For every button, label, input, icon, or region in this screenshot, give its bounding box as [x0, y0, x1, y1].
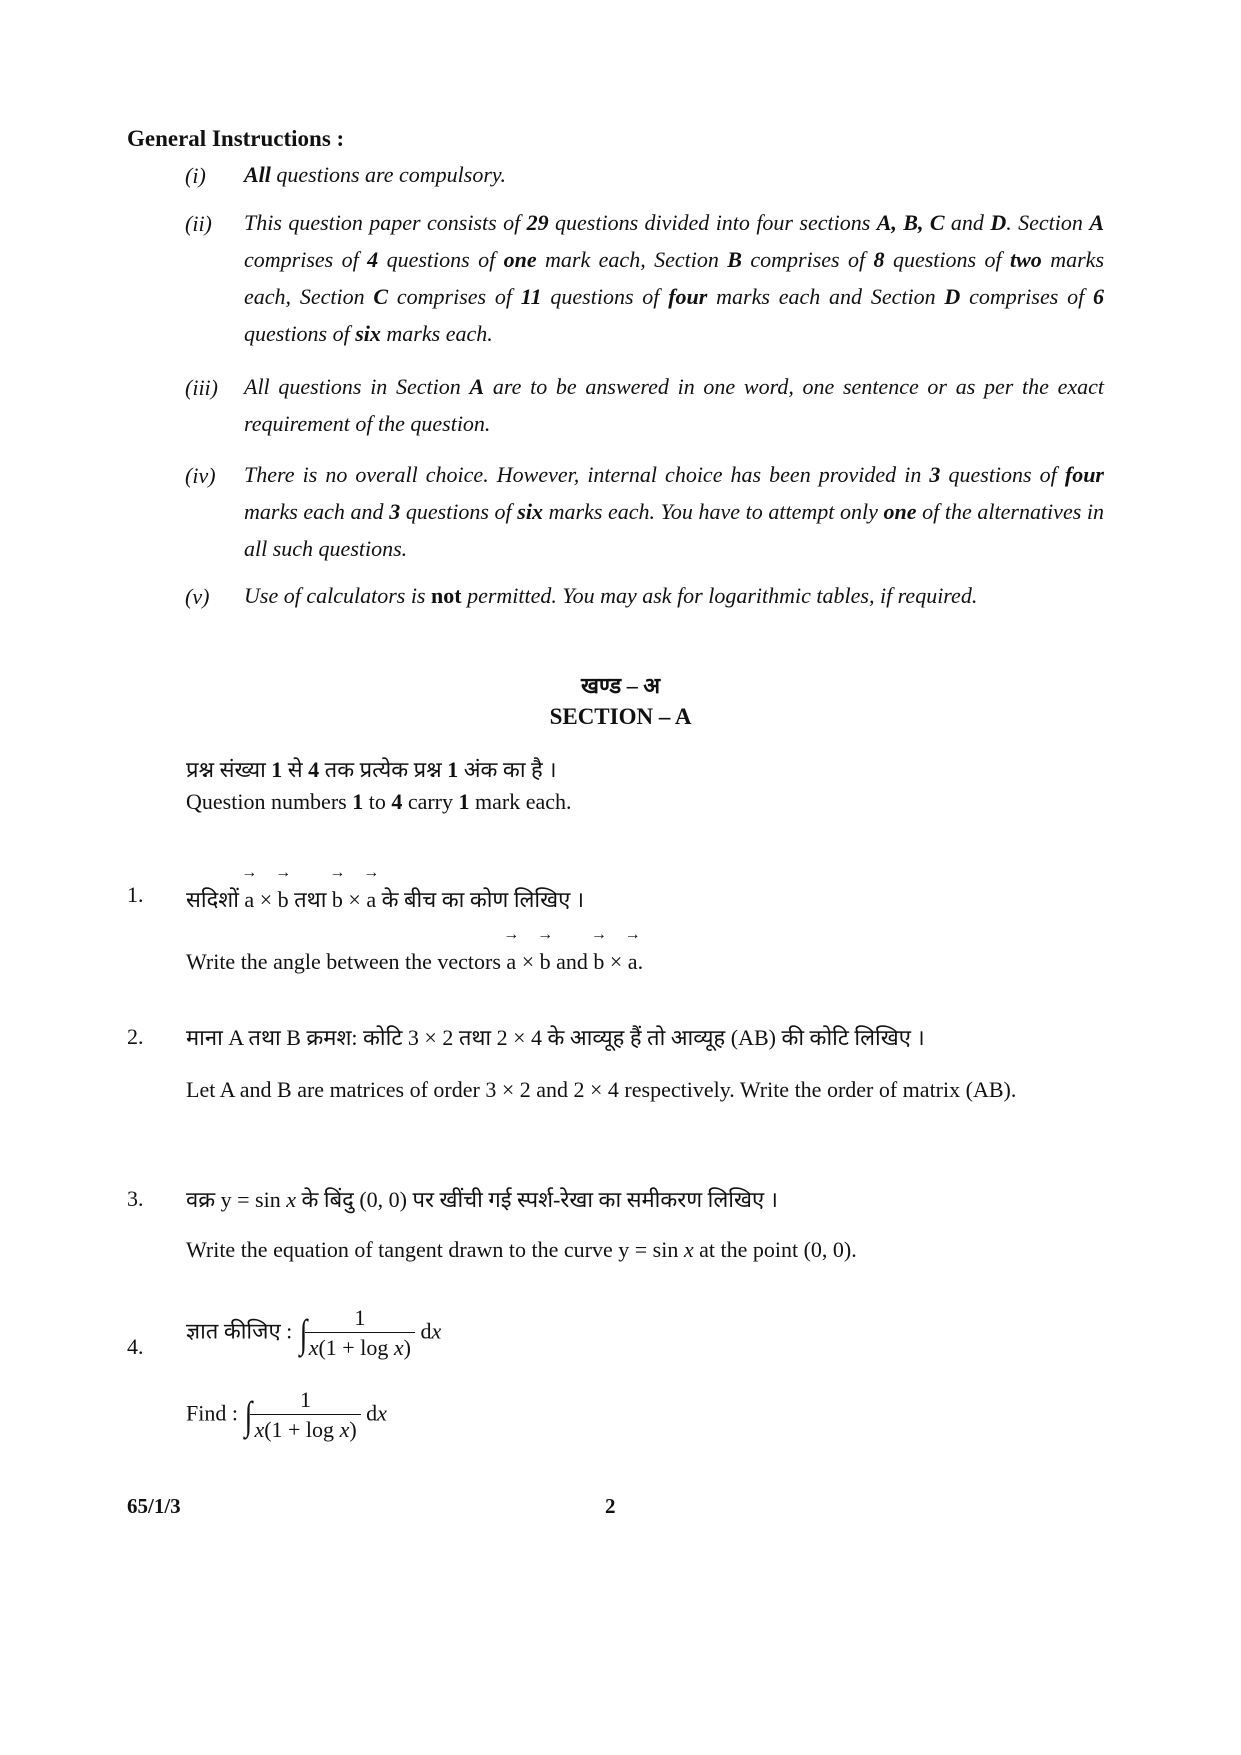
- instruction-text: There is no overall choice. However, internal choice has been provided in 3 questions of four marks each and 3 questions of six marks each. You have to attempt only one of the alternatives in all such questions.: [244, 462, 1105, 561]
- vector-b: → b: [593, 940, 604, 980]
- question-text-english: Let A and B are matrices of order 3 × 2 and 2 × 4 respectively. Write the order of matrix (AB).: [186, 1077, 1017, 1102]
- instruction-text: All questions are compulsory.: [244, 162, 506, 187]
- instruction-number: (v): [185, 584, 210, 609]
- question-text-hindi: ज्ञात कीजिए : ∫ $\frac{1}{\text{x(1 + log x)}}$ dx: [186, 1305, 442, 1360]
- question-number: 2.: [127, 1024, 144, 1049]
- section-note-hindi: प्रश्न संख्या 1 से 4 तक प्रत्येक प्रश्न 1 अंक का है ।: [186, 757, 557, 782]
- instruction-number: (iii): [185, 375, 218, 400]
- vector-b: → b: [540, 940, 551, 980]
- instruction-text: All questions in Section A are to be answered in one word, one sentence or as per the exact requirement of the question.: [244, 374, 1104, 436]
- question-text-hindi: सदिशों → a × → b तथा → b × → a के बीच का कोण लिखिए ।: [186, 878, 584, 918]
- question-text-hindi: वक्र y = sin x के बिंदु (0, 0) पर खींची गई स्पर्श-रेखा का समीकरण लिखिए ।: [186, 1187, 778, 1212]
- vector-b: → b: [278, 878, 289, 918]
- instruction-number: (iv): [185, 463, 216, 488]
- question-text-english: Write the angle between the vectors → a × → b and → b × → a.: [186, 940, 643, 980]
- instruction-number: (ii): [185, 211, 212, 236]
- vector-b: → b: [332, 878, 343, 918]
- section-title-english: SECTION – A: [549, 704, 692, 729]
- section-note-english: Question numbers 1 to 4 carry 1 mark each.: [186, 789, 572, 814]
- fraction: $\frac{1}{\text{x(1 + log x)}}$: [305, 1306, 415, 1361]
- section-title-hindi: खण्ड – अ: [580, 673, 661, 698]
- instructions-heading: General Instructions :: [127, 126, 345, 151]
- question-text-hindi: माना A तथा B क्रमश: कोटि 3 × 2 तथा 2 × 4 के आव्यूह हैं तो आव्यूह (AB) की कोटि लिखिए ।: [186, 1025, 925, 1050]
- instruction-text: Use of calculators is not permitted. You may ask for logarithmic tables, if required.: [244, 583, 978, 608]
- vector-a: → a: [628, 940, 638, 980]
- instruction-number: (i): [185, 163, 206, 188]
- vector-a: → a: [366, 878, 376, 918]
- question-number: 1.: [127, 882, 144, 907]
- vector-a: → a: [506, 940, 516, 980]
- vector-a: → a: [244, 878, 254, 918]
- integral-sign: ∫: [245, 1392, 253, 1438]
- instruction-text: This question paper consists of 29 questions divided into four sections A, B, C and D. Section A comprises of 4 questions of one mark each, Section B comprises of 8 questions of two marks each, Section C comprises of 11 questions of four marks each and Section D comprises of 6 questions of six marks each.: [244, 210, 1105, 346]
- fraction: $\frac{1}{\text{x(1 + log x)}}$: [250, 1388, 360, 1443]
- question-number: 4.: [127, 1334, 144, 1359]
- question-text-english: Write the equation of tangent drawn to the curve y = sin x at the point (0, 0).: [186, 1237, 857, 1262]
- integral-sign: ∫: [299, 1310, 308, 1356]
- question-text-english: Find : ∫ $\frac{1}{\text{x(1 + log x)}}$ dx: [186, 1387, 387, 1442]
- page-number: 2: [605, 1494, 616, 1518]
- paper-code: 65/1/3: [127, 1494, 181, 1518]
- question-number: 3.: [127, 1186, 144, 1211]
